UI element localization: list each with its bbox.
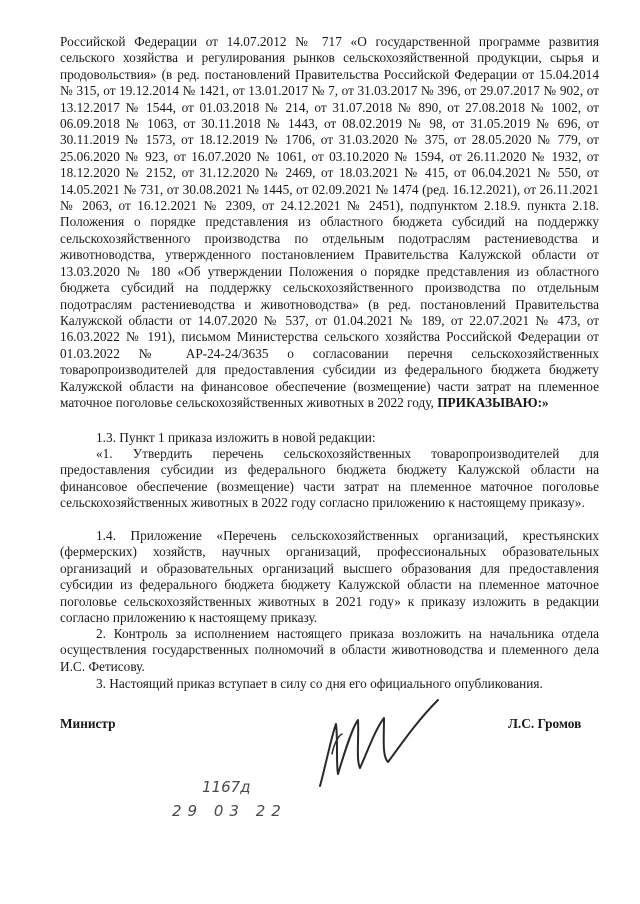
paragraph-1-4: [60, 528, 599, 626]
note-date: 29 03 22: [172, 802, 287, 820]
paragraph-legal-basis-text: Российской Федерации от 14.07.2012 № 717 «О государственной программе развития сельского хозяйства и регулирования рынков сельскохозяйственной продукции, сырья и продовольствия» (в ред. постановлений Правительства Российской Федерации от 15.04.2014 № 315, от 19.12.2014 № 1421, от 13.01.2017 № 7, от 31.03.2017 № 396, от 29.07.2017 № 902, от 13.12.2017 № 1544, от 01.03.2018 № 214, от 31.07.2018 № 890, от 27.08.2018 № 1002, от 06.09.2018 № 1063, от 30.11.2018 № 1443, от 08.02.2019 № 98, от 31.05.2019 № 696, от 30.11.2019 № 1573, от 18.12.2019 № 1706, от 31.03.2020 № 375, от 28.05.2020 № 779, от 25.06.2020 № 923, от 16.07.2020 № 1061, от 03.10.2020 № 1594, от 26.11.2020 № 1932, от 18.12.2020 № 2152, от 31.12.2020 № 2469, от 18.03.2021 № 415, от 06.04.2021 № 550, от 14.05.2021 № 731, от 30.08.2021 № 1445, от 02.09.2021 № 1474 (ред. 16.12.2021), от 26.11.2021 № 2063, от 16.12.2021 № 2309, от 24.12.2021 № 2451), подпунктом 2.18.9. пункта 2.18. Положения о порядке представления из областного бюджета субсидий на поддержку сельскохозяйственного производства по отдельным подотраслям растениеводства и животноводства, утвержденного постановлением Правительства Калужской области от 13.03.2020 № 180 «Об утверждении Положения о порядке представления из областного бюджета субсидий на поддержку сельскохозяйственного производства по отдельным подотраслям растениеводства и животноводства» (в ред. постановлений Правительства Калужской области от 14.07.2020 № 537, от 01.04.2021 № 189, от 22.07.2021 № 473, от 16.03.2022 № 191), письмом Министерства сельского хозяйства Российской Федерации от 01.03.2022 № АР-24-24/3635 о согласовании перечня сельскохозяйственных товаропроизводителей для предоставления субсидии из федерального бюджета бюджету Калужской области на финансовое обеспечение (возмещение) части затрат на племенное маточное поголовье сельскохозяйственных животных в 2022 году,: [60, 34, 599, 410]
handwritten-registration-note: [160, 772, 290, 832]
paragraph-item-1-text: «1. Утвердить перечень сельскохозяйственных товаропроизводителей для предоставления субсидии из федерального бюджета бюджету Калужской области на финансовое обеспечение (возмещение) части затрат на племенное маточное поголовье сельскохозяйственных животных в 2022 году согласно приложению к настоящему приказу».: [60, 446, 599, 511]
signer-position: Министр: [60, 716, 116, 731]
paragraph-item-1: [60, 446, 599, 512]
handwritten-signature: [312, 694, 452, 794]
signer-name: Л.С. Громов: [508, 716, 582, 731]
paragraph-1-3: [60, 430, 599, 446]
paragraph-1-4-text: 1.4. Приложение «Перечень сельскохозяйственных организаций, крестьянских (фермерских) хозяйств, научных организаций, профессиональных образовательных организаций и образовательных организаций высшего образования для предоставления субсидии из федерального бюджета бюджету Калужской области на племенное маточное поголовье сельскохозяйственных животных в 2021 году» к приказу изложить в редакции согласно приложению к настоящему приказу.: [60, 528, 599, 626]
paragraph-3-text: 3. Настоящий приказ вступает в силу со дня его официального опубликования.: [96, 676, 543, 691]
note-number: 1167д: [202, 778, 251, 796]
paragraph-2: [60, 626, 599, 675]
order-keyword: ПРИКАЗЫВАЮ:»: [437, 394, 549, 410]
paragraph-1-3-text: 1.3. Пункт 1 приказа изложить в новой редакции:: [96, 430, 376, 445]
paragraph-3: [60, 676, 599, 692]
paragraph-legal-basis: [60, 34, 599, 411]
paragraph-2-text: 2. Контроль за исполнением настоящего приказа возложить на начальника отдела осуществления государственных полномочий в области животноводства и племенного дела И.С. Фетисову.: [60, 626, 599, 674]
